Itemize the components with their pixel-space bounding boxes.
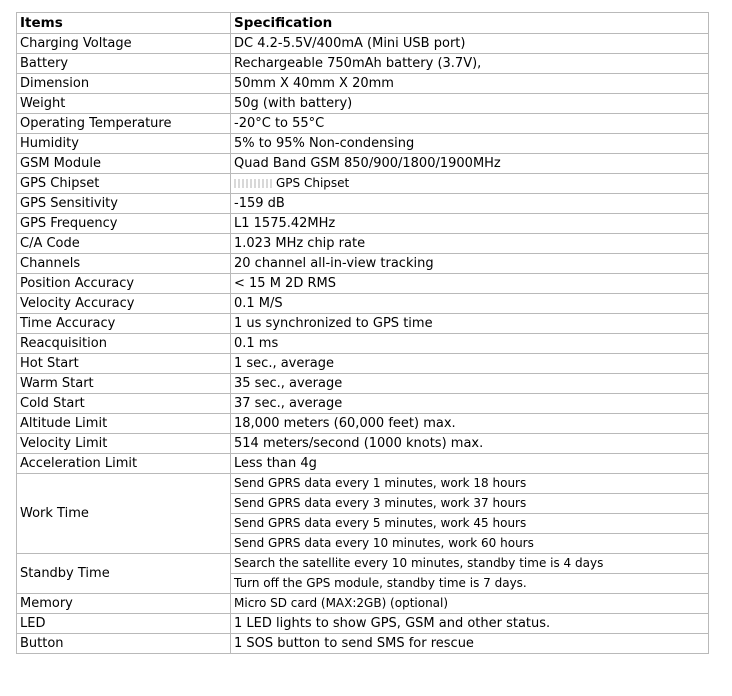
item-label: Reacquisition: [17, 334, 231, 354]
item-spec: 18,000 meters (60,000 feet) max.: [231, 414, 709, 434]
item-label: Altitude Limit: [17, 414, 231, 434]
item-label: Velocity Accuracy: [17, 294, 231, 314]
item-spec: 5% to 95% Non-condensing: [231, 134, 709, 154]
item-spec: 1 LED lights to show GPS, GSM and other status.: [231, 614, 709, 634]
item-spec: 20 channel all-in-view tracking: [231, 254, 709, 274]
item-label: Weight: [17, 94, 231, 114]
header-specification: Specification: [231, 13, 709, 34]
redacted-chip-name: [234, 179, 274, 188]
table-row: [17, 634, 709, 654]
item-label: Humidity: [17, 134, 231, 154]
table-row: [17, 134, 709, 154]
table-row: [17, 294, 709, 314]
work-time-spec: Send GPRS data every 3 minutes, work 37 hours: [231, 494, 709, 514]
table-row: [17, 414, 709, 434]
item-label: Velocity Limit: [17, 434, 231, 454]
table-row: [17, 114, 709, 134]
item-spec: Micro SD card (MAX:2GB) (optional): [231, 594, 709, 614]
table-row: [17, 354, 709, 374]
table-row: [17, 614, 709, 634]
item-spec: -159 dB: [231, 194, 709, 214]
item-label: GPS Chipset: [17, 174, 231, 194]
item-label: Time Accuracy: [17, 314, 231, 334]
item-spec: [231, 174, 709, 194]
header-items: Items: [17, 13, 231, 34]
table-row: [17, 554, 709, 574]
table-row: [17, 34, 709, 54]
item-label: Position Accuracy: [17, 274, 231, 294]
item-spec: Rechargeable 750mAh battery (3.7V),: [231, 54, 709, 74]
standby-time-label: Standby Time: [17, 554, 231, 594]
item-spec: -20°C to 55°C: [231, 114, 709, 134]
table-row: [17, 174, 709, 194]
work-time-label: Work Time: [17, 474, 231, 554]
table-row: [17, 154, 709, 174]
item-label: Warm Start: [17, 374, 231, 394]
gps-chipset-text: GPS Chipset: [276, 176, 350, 190]
table-row: [17, 254, 709, 274]
item-label: Battery: [17, 54, 231, 74]
table-row: [17, 274, 709, 294]
item-spec: 50g (with battery): [231, 94, 709, 114]
table-row: [17, 54, 709, 74]
table-row: [17, 374, 709, 394]
item-label: Charging Voltage: [17, 34, 231, 54]
item-spec: 37 sec., average: [231, 394, 709, 414]
work-time-spec: Send GPRS data every 1 minutes, work 18 hours: [231, 474, 709, 494]
item-label: Button: [17, 634, 231, 654]
item-spec: 50mm X 40mm X 20mm: [231, 74, 709, 94]
item-spec: Less than 4g: [231, 454, 709, 474]
table-header-row: [17, 13, 709, 34]
item-spec: Quad Band GSM 850/900/1800/1900MHz: [231, 154, 709, 174]
item-label: LED: [17, 614, 231, 634]
item-spec: < 15 M 2D RMS: [231, 274, 709, 294]
item-label: Hot Start: [17, 354, 231, 374]
table-row: [17, 434, 709, 454]
standby-time-spec: Search the satellite every 10 minutes, standby time is 4 days: [231, 554, 709, 574]
item-spec: 1 sec., average: [231, 354, 709, 374]
table-row: [17, 334, 709, 354]
table-row: [17, 314, 709, 334]
item-label: Operating Temperature: [17, 114, 231, 134]
item-label: Channels: [17, 254, 231, 274]
item-spec: L1 1575.42MHz: [231, 214, 709, 234]
table-row: [17, 194, 709, 214]
item-spec: 35 sec., average: [231, 374, 709, 394]
item-label: Dimension: [17, 74, 231, 94]
item-spec: 0.1 ms: [231, 334, 709, 354]
item-label: GPS Sensitivity: [17, 194, 231, 214]
item-label: Acceleration Limit: [17, 454, 231, 474]
item-label: GPS Frequency: [17, 214, 231, 234]
table-row: [17, 454, 709, 474]
spec-table: [16, 12, 709, 654]
work-time-spec: Send GPRS data every 5 minutes, work 45 hours: [231, 514, 709, 534]
item-label: Cold Start: [17, 394, 231, 414]
standby-time-spec: Turn off the GPS module, standby time is 7 days.: [231, 574, 709, 594]
item-spec: DC 4.2-5.5V/400mA (Mini USB port): [231, 34, 709, 54]
item-spec: 1 us synchronized to GPS time: [231, 314, 709, 334]
item-label: Memory: [17, 594, 231, 614]
table-row: [17, 74, 709, 94]
table-row: [17, 394, 709, 414]
table-row: [17, 594, 709, 614]
table-row: [17, 234, 709, 254]
item-spec: 1.023 MHz chip rate: [231, 234, 709, 254]
work-time-spec: Send GPRS data every 10 minutes, work 60 hours: [231, 534, 709, 554]
table-row: [17, 214, 709, 234]
item-spec: 0.1 M/S: [231, 294, 709, 314]
item-label: C/A Code: [17, 234, 231, 254]
table-row: [17, 474, 709, 494]
item-label: GSM Module: [17, 154, 231, 174]
item-spec: 514 meters/second (1000 knots) max.: [231, 434, 709, 454]
item-spec: 1 SOS button to send SMS for rescue: [231, 634, 709, 654]
table-row: [17, 94, 709, 114]
